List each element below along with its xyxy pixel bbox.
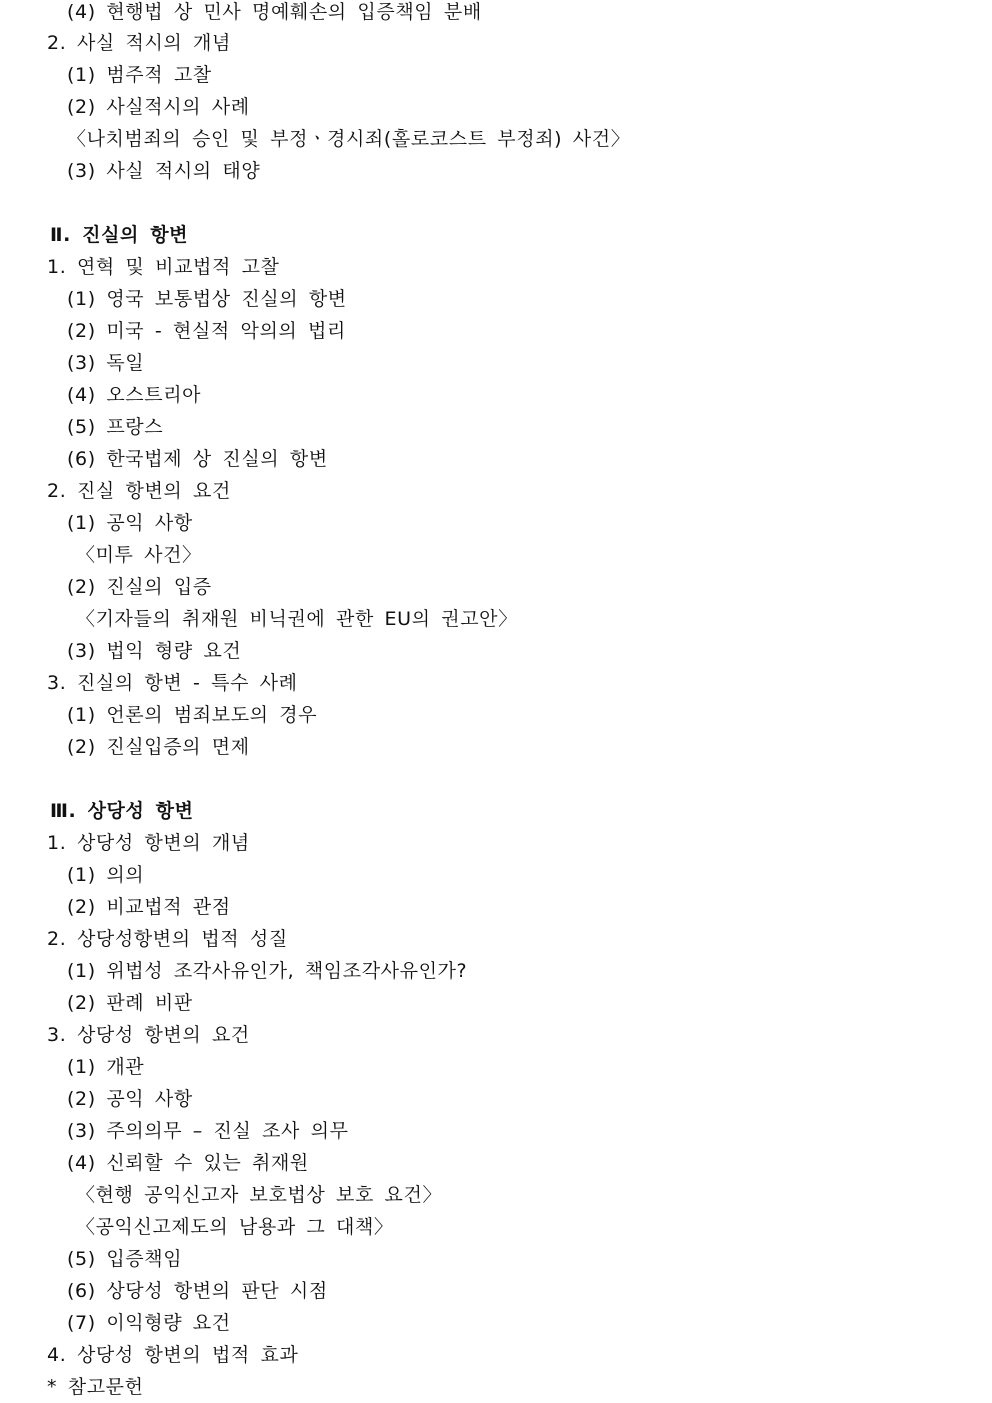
outline-line: (6) 한국법제 상 진실의 항변 — [67, 448, 328, 470]
outline-line: (2) 공익 사항 — [67, 1088, 193, 1110]
outline-line: (5) 프랑스 — [67, 416, 164, 438]
outline-line: 3. 상당성 항변의 요건 — [47, 1024, 250, 1046]
outline-line: (2) 진실입증의 면제 — [67, 736, 250, 758]
outline-line: 2. 진실 항변의 요건 — [47, 480, 231, 502]
outline-line: (4) 현행법 상 민사 명예훼손의 입증책임 분배 — [67, 1, 482, 23]
section-heading: Ⅲ. 상당성 항변 — [50, 800, 194, 822]
outline-line: (5) 입증책임 — [67, 1248, 183, 1270]
outline-line: (4) 신뢰할 수 있는 취재원 — [67, 1152, 309, 1174]
outline-line: (6) 상당성 항변의 판단 시점 — [67, 1280, 328, 1302]
outline-line: (3) 법익 형량 요건 — [67, 640, 242, 662]
outline-line: (7) 이익형량 요건 — [67, 1312, 231, 1334]
outline-line: 〈나치범죄의 승인 및 부정ㆍ경시죄(홀로코스트 부정죄) 사건〉 — [67, 128, 631, 150]
outline-line: (2) 미국 - 현실적 악의의 법리 — [67, 320, 346, 342]
outline-line: (1) 의의 — [67, 864, 145, 886]
outline-line: (4) 오스트리아 — [67, 384, 202, 406]
outline-line: (3) 독일 — [67, 352, 145, 374]
outline-line: (2) 진실의 입증 — [67, 576, 212, 598]
outline-line: (1) 범주적 고찰 — [67, 64, 212, 86]
outline-note: 〈현행 공익신고자 보호법상 보호 요건〉 — [76, 1184, 443, 1206]
outline-line: (1) 공익 사항 — [67, 512, 193, 534]
outline-line: 4. 상당성 항변의 법적 효과 — [47, 1344, 299, 1366]
outline-note: 〈기자들의 취재원 비닉권에 관한 EU의 권고안〉 — [76, 608, 518, 630]
outline-line: * 참고문헌 — [47, 1376, 144, 1398]
outline-line: (2) 비교법적 관점 — [67, 896, 231, 918]
outline-line: (2) 판례 비판 — [67, 992, 193, 1014]
outline-line: (3) 주의의무 – 진실 조사 의무 — [67, 1120, 349, 1142]
outline-line: 3. 진실의 항변 - 특수 사례 — [47, 672, 298, 694]
outline-line: 1. 상당성 항변의 개념 — [47, 832, 250, 854]
outline-line: (1) 개관 — [67, 1056, 145, 1078]
outline-line: (1) 언론의 범죄보도의 경우 — [67, 704, 318, 726]
outline-line: (3) 사실 적시의 태양 — [67, 160, 261, 182]
outline-line: 2. 상당성항변의 법적 성질 — [47, 928, 288, 950]
outline-line: (1) 영국 보통법상 진실의 항변 — [67, 288, 347, 310]
outline-line: 1. 연혁 및 비교법적 고찰 — [47, 256, 280, 278]
outline-line: (1) 위법성 조각사유인가, 책임조각사유인가? — [67, 960, 468, 982]
outline-line: (2) 사실적시의 사례 — [67, 96, 250, 118]
outline-note: 〈미투 사건〉 — [76, 544, 202, 566]
outline-note: 〈공익신고제도의 남용과 그 대책〉 — [76, 1216, 394, 1238]
outline-line: 2. 사실 적시의 개념 — [47, 32, 231, 54]
section-heading: Ⅱ. 진실의 항변 — [50, 224, 189, 246]
